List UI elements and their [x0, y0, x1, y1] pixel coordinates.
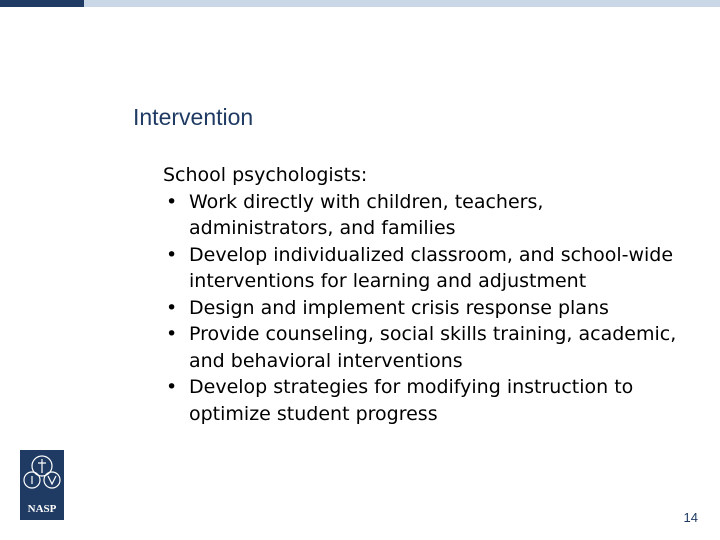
- header-bar-light: [84, 0, 720, 7]
- slide-title: Intervention: [133, 104, 254, 130]
- intro-text: School psychologists:: [163, 164, 368, 186]
- bullet-text: Develop individualized classroom, and school-wide interventions for learning and adjustment: [189, 243, 674, 292]
- bullet-list: [163, 189, 683, 428]
- logo-text: NASP: [27, 503, 57, 515]
- list-item: [163, 242, 683, 295]
- page-number: 14: [683, 510, 698, 525]
- list-item: [163, 189, 683, 242]
- list-item: [163, 374, 683, 427]
- slide-body: [163, 162, 683, 427]
- bullet-icon: •: [166, 376, 178, 398]
- list-item: [163, 321, 683, 374]
- bullet-text: Develop strategies for modifying instruction to optimize student progress: [189, 376, 634, 425]
- bullet-icon: •: [166, 190, 178, 213]
- header-bar-dark: [0, 0, 84, 7]
- nasp-logo: [20, 450, 64, 520]
- bullet-icon: •: [166, 296, 178, 319]
- bullet-text: Work directly with children, teachers, administrators, and families: [189, 190, 544, 239]
- bullet-text: Provide counseling, social skills training, academic, and behavioral interventions: [189, 323, 677, 372]
- bullet-icon: •: [166, 243, 178, 266]
- nasp-logo-icon: [20, 450, 64, 520]
- bullet-icon: •: [166, 323, 178, 345]
- bullet-text: Design and implement crisis response plans: [189, 296, 609, 319]
- list-item: [163, 295, 683, 322]
